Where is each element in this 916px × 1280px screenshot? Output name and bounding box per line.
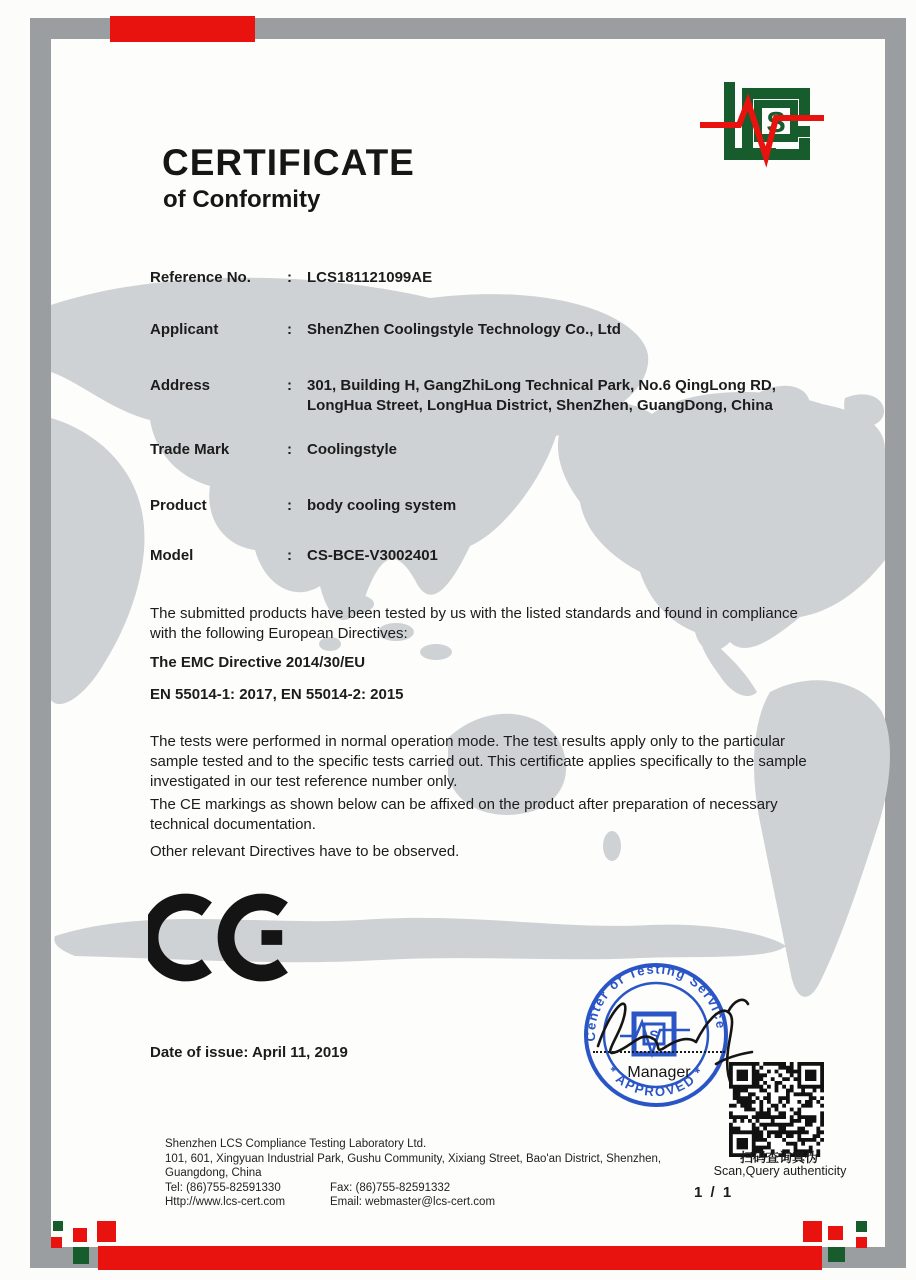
decor-square <box>828 1226 843 1240</box>
footer-email: Email: webmaster@lcs-cert.com <box>330 1196 496 1208</box>
signature-line <box>593 1051 725 1053</box>
field-value: Coolingstyle <box>307 441 398 458</box>
bottom-red-bar <box>98 1246 822 1270</box>
footer-fax: Fax: (86)755-82591332 <box>330 1181 451 1194</box>
field-row-address <box>150 376 785 416</box>
field-row-trademark <box>150 440 785 460</box>
footer-address-line1: 101, 601, Xingyuan Industrial Park, Gushu Community, Xixiang Street, Bao'an District, Shenzhen, <box>165 1152 662 1165</box>
ce-markings-paragraph: The CE markings as shown below can be affixed on the product after preparation of necessary technical documentation. <box>150 796 778 833</box>
qr-label-chinese: 扫码查询真伪 <box>739 1150 818 1165</box>
ce-marking <box>148 886 296 990</box>
footer-block <box>165 1137 661 1210</box>
field-label: Model <box>150 547 194 564</box>
decor-square <box>51 1237 62 1248</box>
field-row-product <box>150 496 785 516</box>
field-label: Address <box>150 377 211 394</box>
stamp-top-text: Center of Testing Service <box>582 961 729 1042</box>
decor-square <box>73 1228 87 1242</box>
field-colon: : <box>287 321 292 338</box>
decor-square <box>97 1221 116 1242</box>
logo-letter: S <box>766 107 786 139</box>
directive-line: The EMC Directive 2014/30/EU <box>150 654 366 671</box>
lcs-logo <box>700 80 832 176</box>
compliance-intro: The submitted products have been tested by us with the listed standards and found in compliance with the following European Directives: <box>150 605 798 642</box>
field-row-applicant <box>150 320 785 340</box>
qr-code <box>729 1062 824 1157</box>
footer-company: Shenzhen LCS Compliance Testing Laboratory Ltd. <box>165 1138 427 1150</box>
standards-line: EN 55014-1: 2017, EN 55014-2: 2015 <box>150 686 404 703</box>
field-value: body cooling system <box>307 497 457 514</box>
field-label: Applicant <box>150 321 219 338</box>
field-colon: : <box>287 269 292 286</box>
top-red-accent <box>110 16 255 42</box>
certificate-title: CERTIFICATE <box>162 142 415 183</box>
decor-square <box>73 1247 89 1264</box>
stamp-center-logo <box>620 1014 690 1054</box>
field-label: Trade Mark <box>150 441 230 458</box>
decor-square <box>828 1247 845 1262</box>
field-value: ShenZhen Coolingstyle Technology Co., Ltd <box>307 321 621 338</box>
footer-tel: Tel: (86)755-82591330 <box>165 1181 281 1194</box>
certificate-subtitle: of Conformity <box>163 186 321 213</box>
qr-label-english: Scan,Query authenticity <box>713 1164 847 1178</box>
signatory-role: Manager <box>627 1064 691 1081</box>
decor-square <box>856 1237 867 1248</box>
other-directives-paragraph: Other relevant Directives have to be observed. <box>150 843 460 860</box>
field-colon: : <box>287 441 292 458</box>
stamp-logo-letter: S <box>649 1027 659 1043</box>
field-label: Reference No. <box>150 269 251 286</box>
field-row-model <box>150 546 785 566</box>
stamp-bottom-text: * APPROVED * <box>604 1063 708 1100</box>
field-label: Product <box>150 497 207 514</box>
decor-square <box>803 1221 822 1242</box>
field-value: LCS181121099AE <box>307 269 433 286</box>
footer-website: Http://www.lcs-cert.com <box>165 1196 286 1208</box>
field-value: CS-BCE-V3002401 <box>307 547 438 564</box>
page-number: 1 / 1 <box>694 1184 734 1201</box>
footer-address-line2: Guangdong, China <box>165 1167 262 1179</box>
decor-square <box>53 1221 63 1231</box>
field-row-reference <box>150 268 785 288</box>
decor-square <box>856 1221 867 1232</box>
date-of-issue: Date of issue: April 11, 2019 <box>150 1044 348 1061</box>
field-colon: : <box>287 497 292 514</box>
field-value: 301, Building H, GangZhiLong Technical Park, No.6 QingLong RD, LongHua Street, LongHua District, ShenZhen, GuangDong, China <box>307 377 776 414</box>
field-colon: : <box>287 547 292 564</box>
tests-paragraph: The tests were performed in normal operation mode. The test results apply only to the particular sample tested and to the specific tests carried out. This certificate applies specifically to the sample investigated in our test reference number only. <box>150 733 807 790</box>
field-colon: : <box>287 377 292 394</box>
